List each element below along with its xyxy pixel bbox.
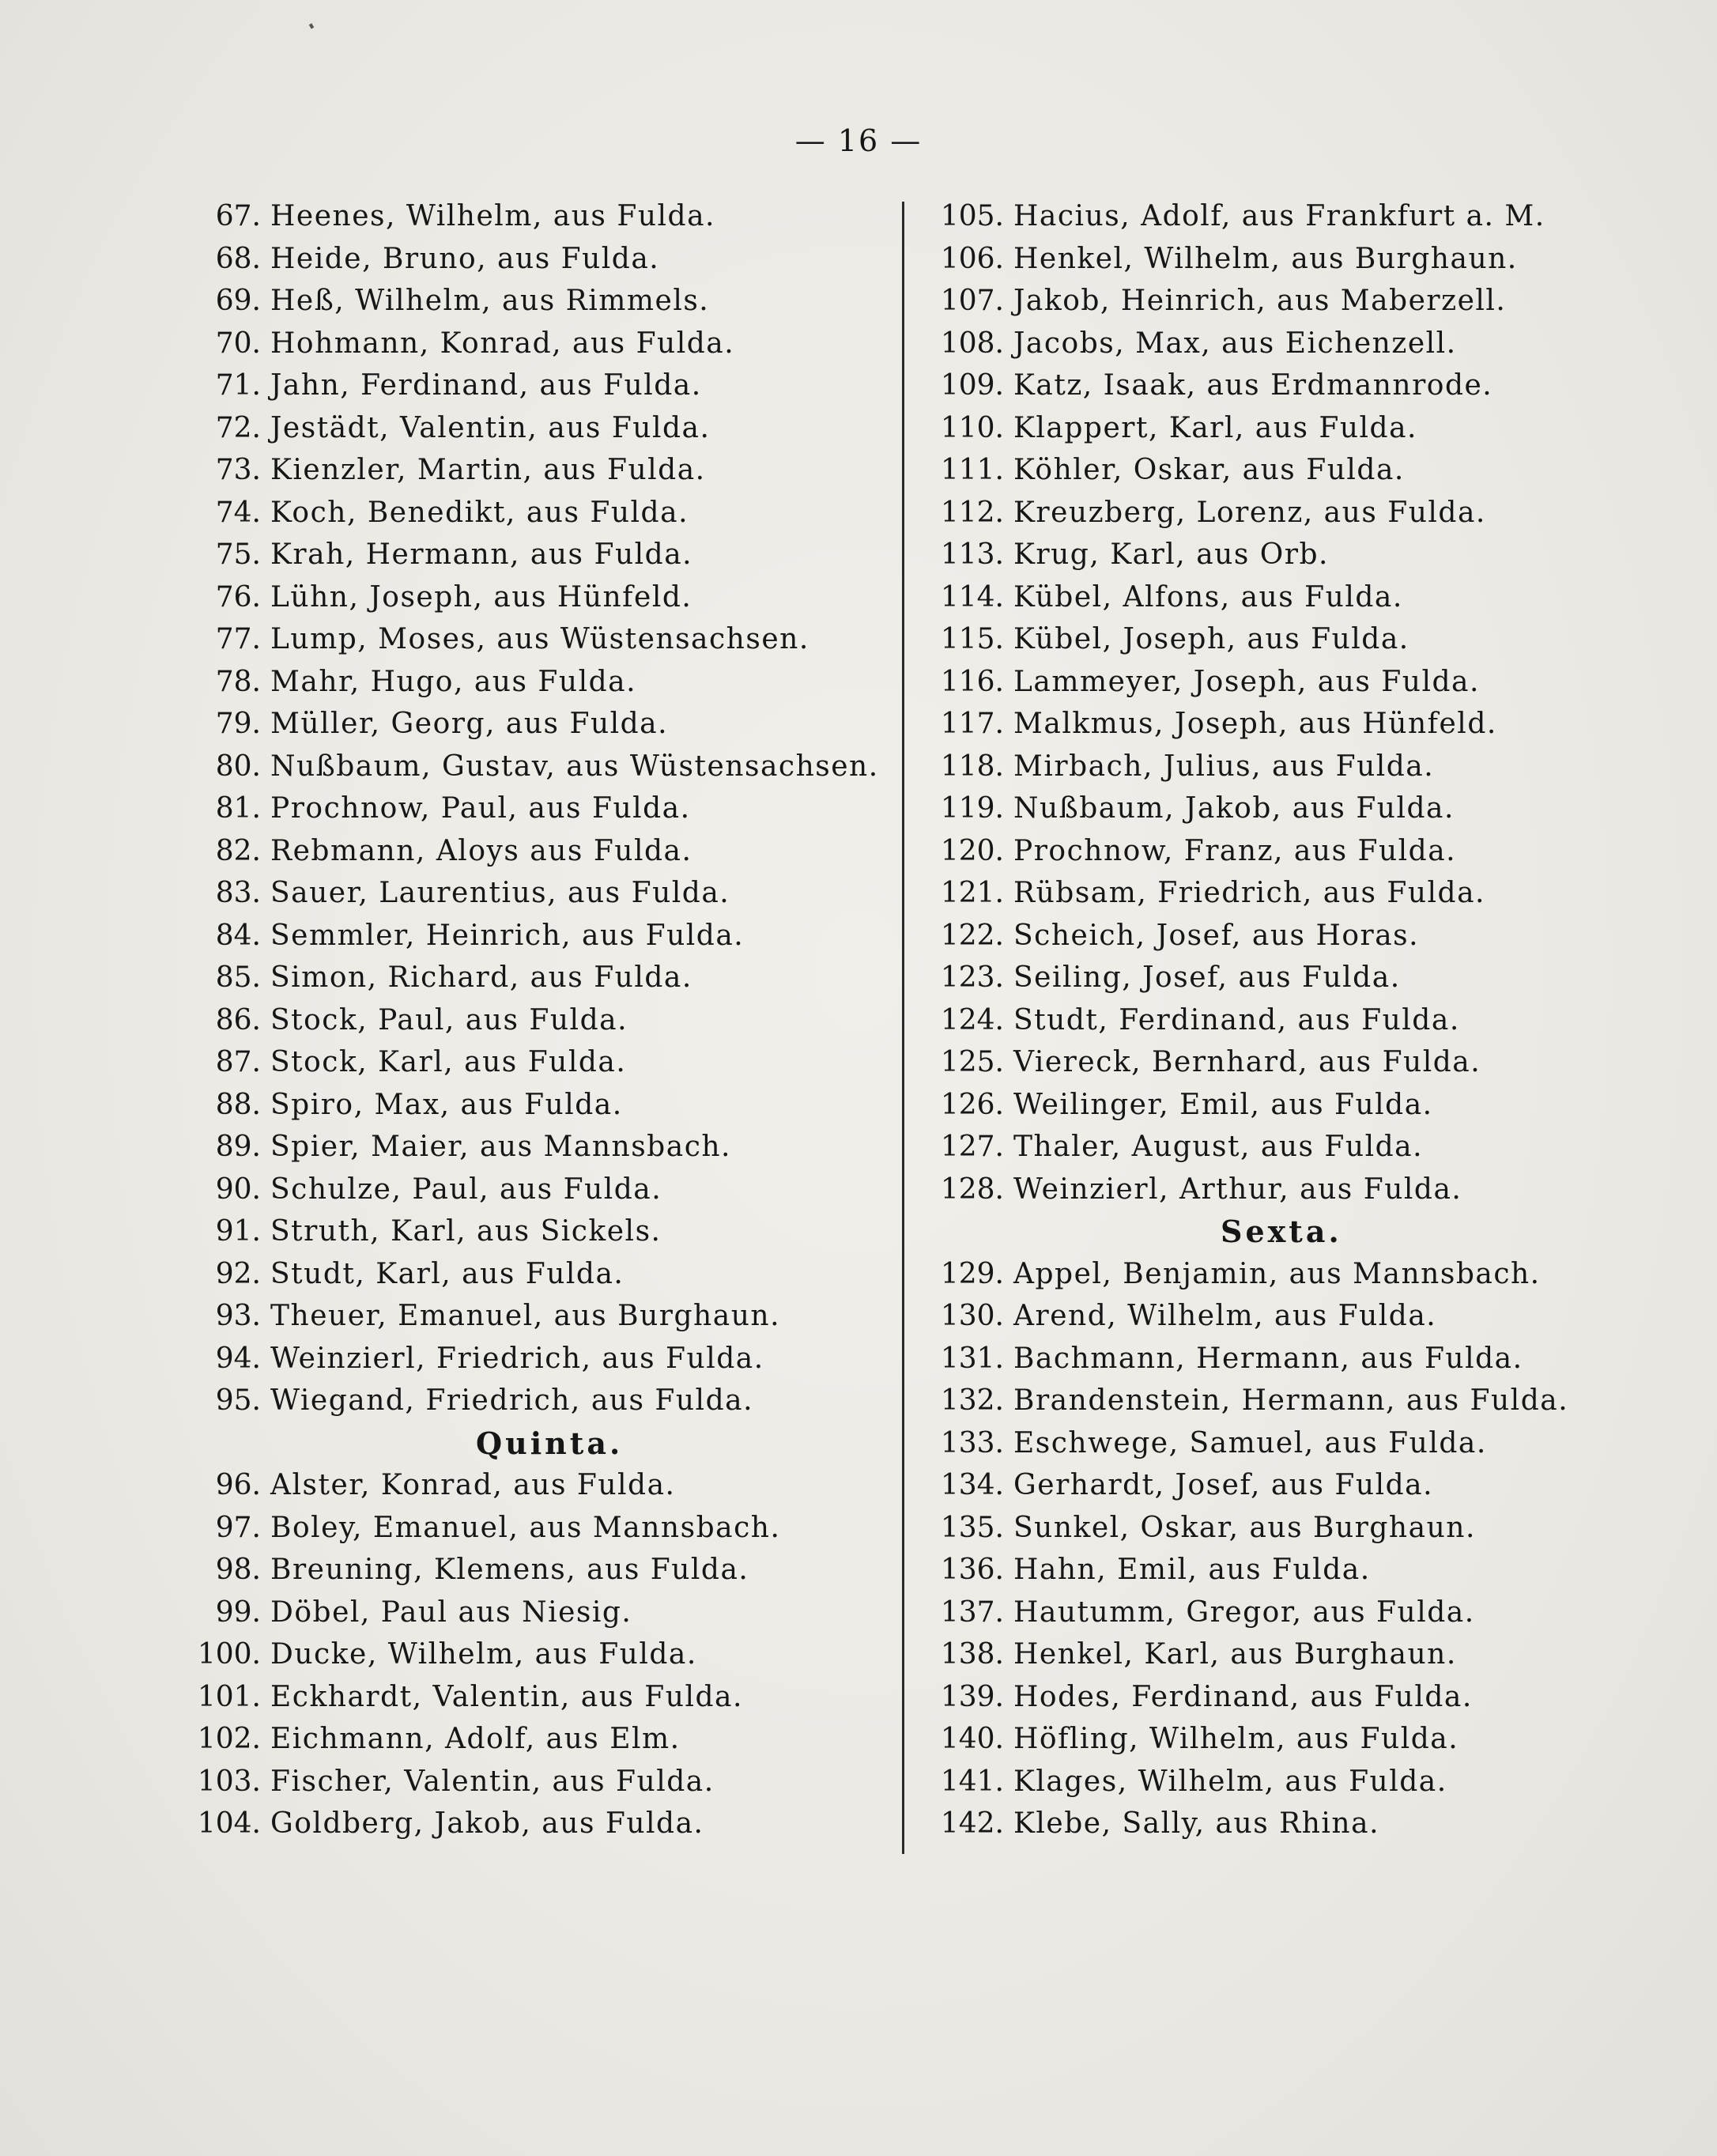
student-entry: [917, 576, 1568, 619]
entry-name: Kübel, Joseph, aus Fulda.: [1013, 623, 1409, 655]
student-entry: [917, 364, 1568, 407]
student-entry: [917, 1126, 1568, 1169]
entry-number: 107.: [940, 285, 1004, 317]
student-entry: [917, 915, 1568, 957]
section-heading-sexta: Sexta.: [1221, 1214, 1342, 1249]
entry-number: 117.: [940, 708, 1004, 740]
entry-number: 78.: [215, 665, 261, 698]
student-entry: [174, 534, 879, 576]
entry-number: 71.: [215, 369, 261, 402]
entry-number: 123.: [940, 961, 1004, 994]
entry-name: Eichmann, Adolf, aus Elm.: [270, 1723, 681, 1755]
student-entry: [174, 1380, 879, 1422]
entry-name: Semmler, Heinrich, aus Fulda.: [270, 919, 745, 952]
student-entry: [917, 618, 1568, 661]
student-entry: [917, 957, 1568, 999]
entry-name: Koch, Benedikt, aus Fulda.: [270, 496, 689, 529]
entry-number: 137.: [940, 1595, 1004, 1629]
entry-number: 139.: [940, 1680, 1004, 1713]
left-entries-after: [174, 1464, 879, 1845]
student-entry: [917, 787, 1568, 830]
entry-number: 69.: [215, 285, 261, 317]
entry-name: Rebmann, Aloys aus Fulda.: [270, 834, 692, 867]
student-entry: [917, 1464, 1568, 1507]
entry-name: Eckhardt, Valentin, aus Fulda.: [270, 1680, 743, 1713]
student-entry: [174, 576, 879, 619]
student-entry: [174, 407, 879, 450]
entry-number: 92.: [215, 1257, 261, 1290]
entry-number: 77.: [215, 623, 261, 655]
entry-name: Krah, Hermann, aus Fulda.: [270, 538, 693, 571]
entry-name: Bachmann, Hermann, aus Fulda.: [1013, 1342, 1523, 1375]
entry-number: 129.: [940, 1257, 1004, 1290]
student-entry: [917, 492, 1568, 534]
student-entry: [917, 1041, 1568, 1084]
student-entry: [174, 1761, 879, 1803]
entry-number: 104.: [197, 1807, 261, 1840]
entry-name: Hacius, Adolf, aus Frankfurt a. M.: [1013, 200, 1545, 232]
student-entry: [174, 364, 879, 407]
entry-name: Weilinger, Emil, aus Fulda.: [1013, 1088, 1433, 1121]
entry-name: Struth, Karl, aus Sickels.: [270, 1215, 662, 1248]
entry-number: 97.: [215, 1511, 261, 1544]
student-entry: [917, 1507, 1568, 1550]
entry-name: Nußbaum, Gustav, aus Wüstensachsen.: [270, 750, 879, 783]
entry-number: 134.: [940, 1469, 1004, 1501]
entry-number: 130.: [940, 1300, 1004, 1332]
entry-name: Kübel, Alfons, aus Fulda.: [1013, 580, 1403, 614]
entry-number: 141.: [940, 1765, 1004, 1798]
entry-number: 90.: [215, 1172, 261, 1206]
student-entry: [917, 872, 1568, 915]
entry-number: 102.: [197, 1723, 261, 1755]
entry-name: Spier, Maier, aus Mannsbach.: [270, 1131, 731, 1163]
entry-number: 105.: [940, 200, 1004, 232]
entry-name: Thaler, August, aus Fulda.: [1013, 1131, 1424, 1163]
entry-number: 79.: [215, 708, 261, 740]
entry-number: 83.: [215, 877, 261, 909]
entry-number: 132.: [940, 1384, 1004, 1417]
student-entry: [917, 280, 1568, 323]
student-entry: [174, 1718, 879, 1761]
entry-name: Sunkel, Oskar, aus Burghaun.: [1013, 1511, 1476, 1544]
entry-name: Katz, Isaak, aus Erdmannrode.: [1013, 369, 1493, 402]
student-entry: [917, 407, 1568, 450]
student-entry: [174, 915, 879, 957]
entry-number: 70.: [215, 327, 261, 360]
entry-number: 122.: [940, 919, 1004, 952]
entry-name: Alster, Konrad, aus Fulda.: [270, 1469, 676, 1501]
student-entry: [917, 534, 1568, 576]
entry-name: Breuning, Klemens, aus Fulda.: [270, 1554, 749, 1586]
student-entry: [174, 238, 879, 281]
student-entry: [174, 1633, 879, 1676]
right-entries-after: [917, 1253, 1568, 1845]
entry-name: Nußbaum, Jakob, aus Fulda.: [1013, 792, 1455, 825]
right-column: [917, 195, 1568, 1845]
entry-number: 116.: [940, 665, 1004, 698]
entry-number: 121.: [940, 877, 1004, 909]
entry-number: 136.: [940, 1554, 1004, 1586]
entry-number: 120.: [940, 834, 1004, 867]
entry-number: 76.: [215, 580, 261, 614]
student-entry: [917, 1169, 1568, 1211]
student-entry: [917, 1084, 1568, 1127]
entry-name: Lühn, Joseph, aus Hünfeld.: [270, 580, 692, 614]
student-entry: [174, 449, 879, 492]
student-entry: [174, 746, 879, 788]
entry-number: 109.: [940, 369, 1004, 402]
student-entry: [174, 1210, 879, 1253]
entry-number: 98.: [215, 1554, 261, 1586]
entry-number: 125.: [940, 1046, 1004, 1078]
entry-number: 126.: [940, 1088, 1004, 1121]
entry-name: Seiling, Josef, aus Fulda.: [1013, 961, 1401, 994]
student-entry: [174, 830, 879, 873]
entry-name: Weinzierl, Friedrich, aus Fulda.: [270, 1342, 764, 1375]
student-entry: [174, 1253, 879, 1296]
student-entry: [917, 195, 1568, 238]
student-entry: [174, 1507, 879, 1550]
entry-number: 111.: [940, 454, 1004, 486]
entry-number: 142.: [940, 1807, 1004, 1840]
student-entry: [174, 1041, 879, 1084]
entry-number: 74.: [215, 496, 261, 529]
entry-name: Henkel, Karl, aus Burghaun.: [1013, 1638, 1457, 1671]
entry-number: 131.: [940, 1342, 1004, 1375]
entry-number: 86.: [215, 1003, 261, 1036]
student-entry: [917, 238, 1568, 281]
student-entry: [917, 449, 1568, 492]
entry-number: 133.: [940, 1426, 1004, 1459]
entry-number: 127.: [940, 1131, 1004, 1163]
student-entry: [174, 872, 879, 915]
student-entry: [917, 1633, 1568, 1676]
entry-number: 100.: [197, 1638, 261, 1671]
entry-number: 87.: [215, 1046, 261, 1078]
entry-name: Heß, Wilhelm, aus Rimmels.: [270, 285, 710, 317]
entry-name: Klebe, Sally, aus Rhina.: [1013, 1807, 1380, 1840]
entry-number: 101.: [197, 1680, 261, 1713]
entry-number: 89.: [215, 1131, 261, 1163]
entry-name: Jestädt, Valentin, aus Fulda.: [270, 411, 711, 444]
student-entry: [174, 1169, 879, 1211]
entry-number: 108.: [940, 327, 1004, 360]
student-entry: [917, 1549, 1568, 1592]
ink-speck: [309, 23, 314, 28]
entry-number: 118.: [940, 750, 1004, 783]
student-entry: [917, 1592, 1568, 1634]
entry-name: Appel, Benjamin, aus Mannsbach.: [1013, 1257, 1541, 1290]
entry-name: Gerhardt, Josef, aus Fulda.: [1013, 1469, 1434, 1501]
entry-number: 110.: [940, 411, 1004, 444]
student-entry: [174, 618, 879, 661]
entry-number: 73.: [215, 454, 261, 486]
entry-name: Lump, Moses, aus Wüstensachsen.: [270, 623, 809, 655]
entry-name: Studt, Ferdinand, aus Fulda.: [1013, 1003, 1460, 1036]
entry-name: Mahr, Hugo, aus Fulda.: [270, 665, 637, 698]
entry-name: Köhler, Oskar, aus Fulda.: [1013, 454, 1405, 486]
entry-name: Brandenstein, Hermann, aus Fulda.: [1013, 1384, 1569, 1417]
entry-name: Kreuzberg, Lorenz, aus Fulda.: [1013, 496, 1486, 529]
entry-name: Ducke, Wilhelm, aus Fulda.: [270, 1638, 697, 1671]
entry-number: 72.: [215, 411, 261, 444]
entry-name: Rübsam, Friedrich, aus Fulda.: [1013, 877, 1485, 909]
student-entry: [174, 1464, 879, 1507]
entry-number: 124.: [940, 1003, 1004, 1036]
entry-number: 84.: [215, 919, 261, 952]
entry-number: 80.: [215, 750, 261, 783]
entry-number: 119.: [940, 792, 1004, 825]
entry-name: Simon, Richard, aus Fulda.: [270, 961, 692, 994]
entry-name: Kienzler, Martin, aus Fulda.: [270, 454, 706, 486]
student-entry: [174, 661, 879, 704]
student-entry: [174, 1592, 879, 1634]
entry-name: Schulze, Paul, aus Fulda.: [270, 1172, 662, 1206]
entry-number: 106.: [940, 242, 1004, 275]
student-entry: [174, 1549, 879, 1592]
entry-number: 91.: [215, 1215, 261, 1248]
entry-number: 114.: [940, 580, 1004, 614]
entry-name: Döbel, Paul aus Niesig.: [270, 1595, 632, 1629]
student-entry: [917, 1380, 1568, 1422]
entry-name: Wiegand, Friedrich, aus Fulda.: [270, 1384, 754, 1417]
entry-name: Weinzierl, Arthur, aus Fulda.: [1013, 1172, 1462, 1206]
entry-number: 140.: [940, 1723, 1004, 1755]
entry-name: Stock, Paul, aus Fulda.: [270, 1003, 628, 1036]
entry-number: 128.: [940, 1172, 1004, 1206]
entry-number: 112.: [940, 496, 1004, 529]
entry-number: 103.: [197, 1765, 261, 1798]
student-entry: [174, 492, 879, 534]
entry-name: Goldberg, Jakob, aus Fulda.: [270, 1807, 704, 1840]
entry-name: Prochnow, Franz, aus Fulda.: [1013, 834, 1457, 867]
entry-name: Fischer, Valentin, aus Fulda.: [270, 1765, 715, 1798]
entry-name: Eschwege, Samuel, aus Fulda.: [1013, 1426, 1487, 1459]
entry-name: Jahn, Ferdinand, aus Fulda.: [270, 369, 702, 402]
student-entry: [174, 957, 879, 999]
student-entry: [917, 1295, 1568, 1338]
student-entry: [917, 1253, 1568, 1296]
entry-name: Klages, Wilhelm, aus Fulda.: [1013, 1765, 1447, 1798]
student-entry: [917, 1761, 1568, 1803]
entry-number: 96.: [215, 1469, 261, 1501]
student-entry: [174, 1295, 879, 1338]
entry-name: Malkmus, Joseph, aus Hünfeld.: [1013, 708, 1497, 740]
entry-name: Prochnow, Paul, aus Fulda.: [270, 792, 691, 825]
entry-number: 81.: [215, 792, 261, 825]
entry-name: Jakob, Heinrich, aus Maberzell.: [1013, 285, 1507, 317]
student-entry: [174, 1338, 879, 1380]
student-entry: [174, 787, 879, 830]
entry-number: 95.: [215, 1384, 261, 1417]
entry-number: 88.: [215, 1088, 261, 1121]
entry-number: 93.: [215, 1300, 261, 1332]
entry-name: Boley, Emanuel, aus Mannsbach.: [270, 1511, 781, 1544]
entry-name: Stock, Karl, aus Fulda.: [270, 1046, 627, 1078]
entry-name: Klappert, Karl, aus Fulda.: [1013, 411, 1417, 444]
entry-number: 135.: [940, 1511, 1004, 1544]
entry-number: 68.: [215, 242, 261, 275]
entry-name: Hahn, Emil, aus Fulda.: [1013, 1554, 1371, 1586]
student-entry: [174, 1126, 879, 1169]
entry-number: 115.: [940, 623, 1004, 655]
entry-name: Scheich, Josef, aus Horas.: [1013, 919, 1420, 952]
right-entries-before: [917, 195, 1568, 1210]
student-entry: [174, 1803, 879, 1845]
student-entry: [174, 999, 879, 1042]
student-entry: [917, 1422, 1568, 1465]
student-entry: [174, 280, 879, 323]
entry-name: Hohmann, Konrad, aus Fulda.: [270, 327, 735, 360]
entry-name: Sauer, Laurentius, aus Fulda.: [270, 877, 730, 909]
entry-name: Müller, Georg, aus Fulda.: [270, 708, 669, 740]
entry-number: 138.: [940, 1638, 1004, 1671]
entry-name: Viereck, Bernhard, aus Fulda.: [1013, 1046, 1481, 1078]
entry-number: 75.: [215, 538, 261, 571]
page-number: — 16 —: [794, 123, 923, 158]
student-entry: [174, 1084, 879, 1127]
student-entry: [917, 1718, 1568, 1761]
entry-number: 99.: [215, 1595, 261, 1629]
entry-number: 67.: [215, 200, 261, 232]
entry-name: Arend, Wilhelm, aus Fulda.: [1013, 1300, 1437, 1332]
entry-name: Lammeyer, Joseph, aus Fulda.: [1013, 665, 1480, 698]
entry-name: Hodes, Ferdinand, aus Fulda.: [1013, 1680, 1473, 1713]
entry-number: 94.: [215, 1342, 261, 1375]
entry-name: Theuer, Emanuel, aus Burghaun.: [270, 1300, 781, 1332]
student-entry: [917, 323, 1568, 365]
entry-name: Heide, Bruno, aus Fulda.: [270, 242, 660, 275]
left-column: [174, 195, 879, 1845]
student-entry: [917, 661, 1568, 704]
student-entry: [917, 746, 1568, 788]
student-entry: [917, 1338, 1568, 1380]
left-entries-before: [174, 195, 879, 1422]
column-divider: [902, 202, 904, 1854]
entry-name: Henkel, Wilhelm, aus Burghaun.: [1013, 242, 1518, 275]
student-entry: [917, 1803, 1568, 1845]
entry-name: Hautumm, Gregor, aus Fulda.: [1013, 1595, 1475, 1629]
student-entry: [174, 195, 879, 238]
student-entry: [917, 999, 1568, 1042]
entry-number: 113.: [940, 538, 1004, 571]
entry-name: Spiro, Max, aus Fulda.: [270, 1088, 623, 1121]
student-entry: [917, 830, 1568, 873]
entry-name: Studt, Karl, aus Fulda.: [270, 1257, 625, 1290]
student-entry: [917, 1676, 1568, 1719]
student-entry: [174, 323, 879, 365]
entry-name: Mirbach, Julius, aus Fulda.: [1013, 750, 1435, 783]
student-entry: [174, 1676, 879, 1719]
entry-name: Jacobs, Max, aus Eichenzell.: [1013, 327, 1457, 360]
student-entry: [174, 703, 879, 746]
section-heading-quinta: Quinta.: [476, 1425, 624, 1461]
entry-name: Krug, Karl, aus Orb.: [1013, 538, 1329, 571]
entry-name: Heenes, Wilhelm, aus Fulda.: [270, 200, 715, 232]
entry-number: 82.: [215, 834, 261, 867]
entry-name: Höfling, Wilhelm, aus Fulda.: [1013, 1723, 1459, 1755]
entry-number: 85.: [215, 961, 261, 994]
student-entry: [917, 703, 1568, 746]
